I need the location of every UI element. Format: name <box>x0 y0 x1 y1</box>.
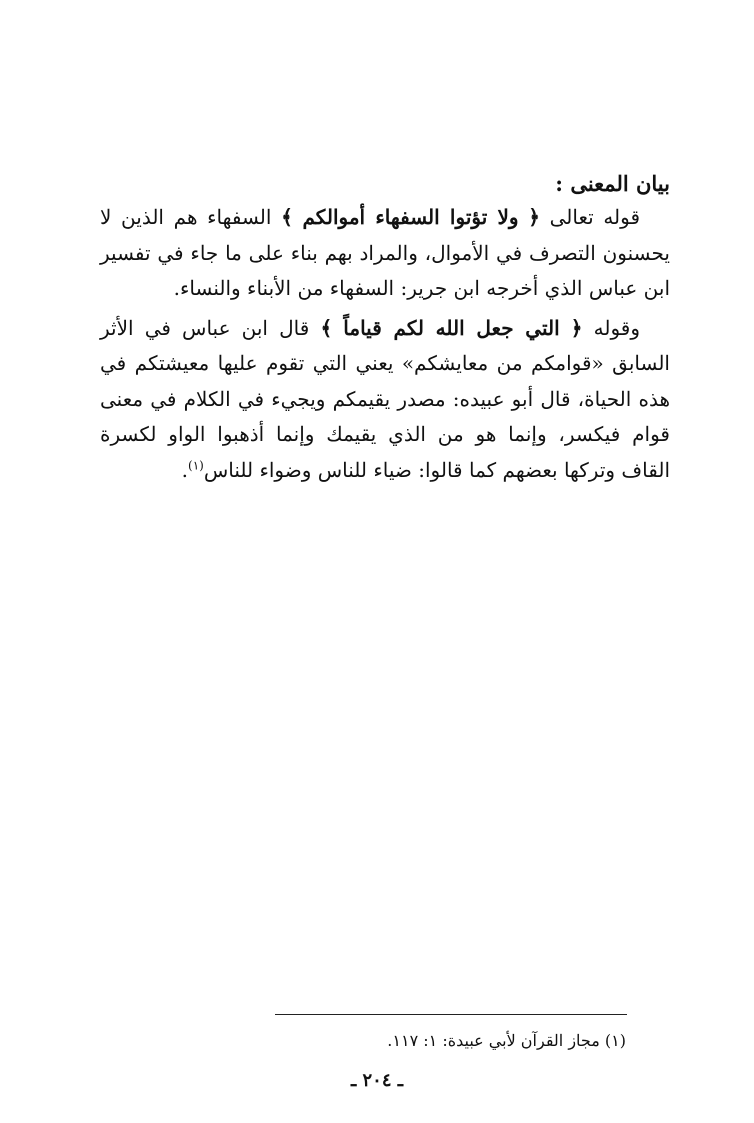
quran-verse-2: التي جعل الله لكم قياماً <box>343 315 560 340</box>
paragraph-1 <box>100 200 670 307</box>
paragraph-1-body: السفهاء هم الذين لا يحسنون التصرف في الأموال، والمراد بهم بناء على ما جاء في تفسير ابن عباس الذي أخرجه ابن جرير: السفهاء من الأبناء والنساء. <box>100 205 670 300</box>
main-text <box>100 168 670 488</box>
paragraph-2-lead: وقوله <box>593 315 640 340</box>
paragraph-1-lead: قوله تعالى <box>549 205 641 229</box>
section-heading: بيان المعنى : <box>555 171 670 196</box>
paragraph-2-end: . <box>181 457 189 482</box>
footnote-divider <box>275 1014 627 1015</box>
page-number: ـ ٢٠٤ ـ <box>350 1070 404 1091</box>
footnote-reference[interactable]: (١) <box>188 457 204 472</box>
quran-bracket-open: ﴿ <box>528 205 540 229</box>
quran-bracket-close: ﴾ <box>281 205 293 229</box>
paragraph-2 <box>100 311 670 489</box>
quran-bracket-close: ﴾ <box>320 315 333 340</box>
paragraph-2-body: قال ابن عباس في الأثر السابق «قوامكم من معايشكم» يعني التي تقوم عليها معيشتكم في هذه الحياة، قال أبو عبيده: مصدر يقيمكم ويجيء في الكلام في معنى قوام فيكسر، وإنما هو من الذي يقيمك وإنما أذهبوا الواو لكسرة القاف وتركها بعضهم كما قالوا: ضياء للناس وضواء للناس <box>100 315 670 482</box>
quran-bracket-open: ﴿ <box>570 315 583 340</box>
footnote: (١) مجاز القرآن لأبي عبيدة: ١: ١١٧. <box>387 1031 626 1050</box>
quran-verse-1: ولا تؤتوا السفهاء أموالكم <box>302 205 519 229</box>
